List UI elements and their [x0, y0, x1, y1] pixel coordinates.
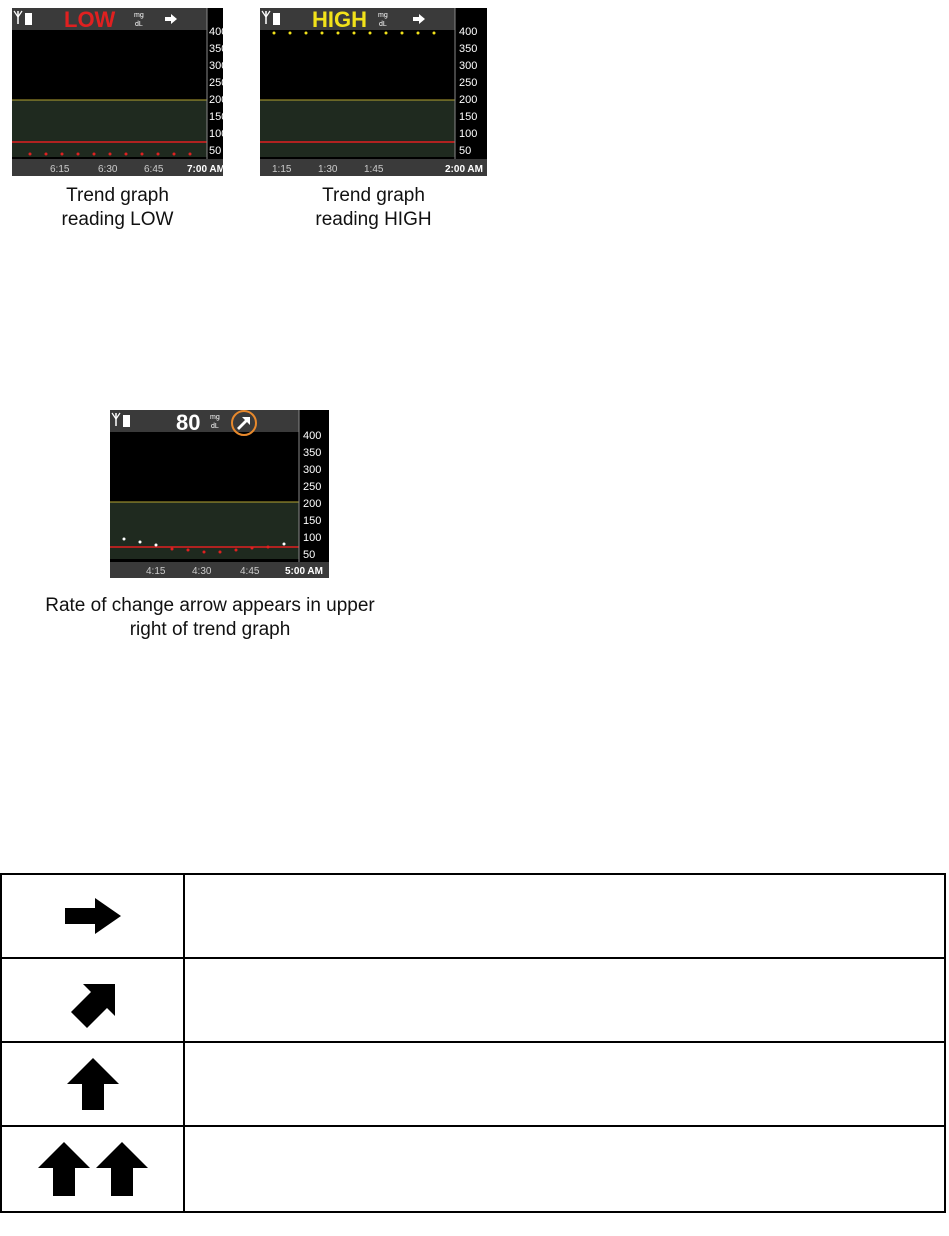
legend-icon-cell — [1, 874, 184, 958]
legend-description — [184, 874, 945, 958]
trend-screen-rate — [110, 410, 329, 578]
x-label: 4:45 — [240, 566, 260, 577]
x-label: 1:30 — [318, 164, 338, 175]
legend-description — [184, 1126, 945, 1212]
y-tick: 50 — [303, 549, 316, 561]
y-tick: 300 — [303, 464, 322, 476]
reading-value: 80 — [176, 410, 201, 435]
y-tick: 350 — [459, 43, 478, 55]
caption-line: Trend graph — [66, 185, 169, 206]
legend-icon-cell — [1, 1126, 184, 1212]
y-tick: 250 — [459, 77, 478, 89]
y-tick: 100 — [303, 532, 322, 544]
battery-icon — [123, 415, 130, 427]
trend-graph-low — [12, 7, 228, 176]
up-right-arrow-icon — [67, 974, 119, 1026]
y-tick: 150 — [459, 111, 478, 123]
y-tick: 150 — [303, 515, 322, 527]
y-tick: 400 — [303, 430, 322, 442]
caption-low — [12, 184, 223, 232]
battery-icon — [273, 13, 280, 25]
unit-top: mg — [378, 12, 388, 19]
y-tick: 100 — [459, 128, 478, 140]
x-label: 1:45 — [364, 164, 384, 175]
x-label: 4:30 — [192, 566, 212, 577]
up-arrow-icon — [65, 1056, 121, 1112]
y-tick: 400 — [459, 26, 478, 38]
legend-row — [1, 958, 945, 1042]
reading-high: HIGH — [312, 7, 367, 32]
y-tick: 50 — [209, 145, 222, 157]
unit-top: mg — [134, 12, 144, 19]
trend-graph-high — [260, 8, 487, 176]
right-arrow-icon — [63, 896, 123, 936]
y-tick: 350 — [303, 447, 322, 459]
legend-row — [1, 874, 945, 958]
y-tick: 100 — [209, 128, 228, 140]
legend-row — [1, 1126, 945, 1212]
legend-description — [184, 958, 945, 1042]
legend-icon-cell — [1, 1042, 184, 1126]
current-time: 5:00 AM — [285, 566, 323, 577]
battery-icon — [25, 13, 32, 25]
x-label: 6:45 — [144, 164, 164, 175]
caption-line: reading HIGH — [315, 209, 432, 230]
trend-graph-rate — [110, 410, 329, 578]
trend-screen-low — [12, 7, 228, 176]
x-label: 6:15 — [50, 164, 70, 175]
arrow-legend-table — [0, 873, 946, 1213]
legend-row — [1, 1042, 945, 1126]
unit-bottom: dL — [379, 21, 387, 28]
y-tick: 250 — [209, 77, 228, 89]
y-tick: 150 — [209, 111, 228, 123]
caption-line: right of trend graph — [129, 619, 291, 640]
x-label: 6:30 — [98, 164, 118, 175]
unit-bottom: dL — [211, 423, 219, 430]
y-tick: 300 — [209, 60, 228, 72]
y-tick: 400 — [209, 26, 228, 38]
y-tick: 50 — [459, 145, 472, 157]
reading-low: LOW — [64, 7, 116, 32]
y-tick: 350 — [209, 43, 228, 55]
y-tick: 200 — [303, 498, 322, 510]
x-label: 4:15 — [146, 566, 166, 577]
legend-icon-cell — [1, 958, 184, 1042]
y-tick: 200 — [459, 94, 478, 106]
y-tick: 300 — [459, 60, 478, 72]
legend-description — [184, 1042, 945, 1126]
caption-line: reading LOW — [61, 209, 174, 230]
double-up-arrow-icon — [37, 1140, 149, 1198]
unit-top: mg — [210, 414, 220, 421]
y-tick: 200 — [209, 94, 228, 106]
caption-line: Rate of change arrow appears in upper — [45, 595, 375, 616]
caption-line: Trend graph — [322, 185, 425, 206]
caption-rate — [0, 594, 420, 642]
x-label: 1:15 — [272, 164, 292, 175]
trend-screen-high — [260, 8, 487, 176]
y-tick: 250 — [303, 481, 322, 493]
current-time: 2:00 AM — [445, 164, 483, 175]
current-time: 7:00 AM — [187, 164, 225, 175]
caption-high — [260, 184, 487, 232]
unit-bottom: dL — [135, 21, 143, 28]
